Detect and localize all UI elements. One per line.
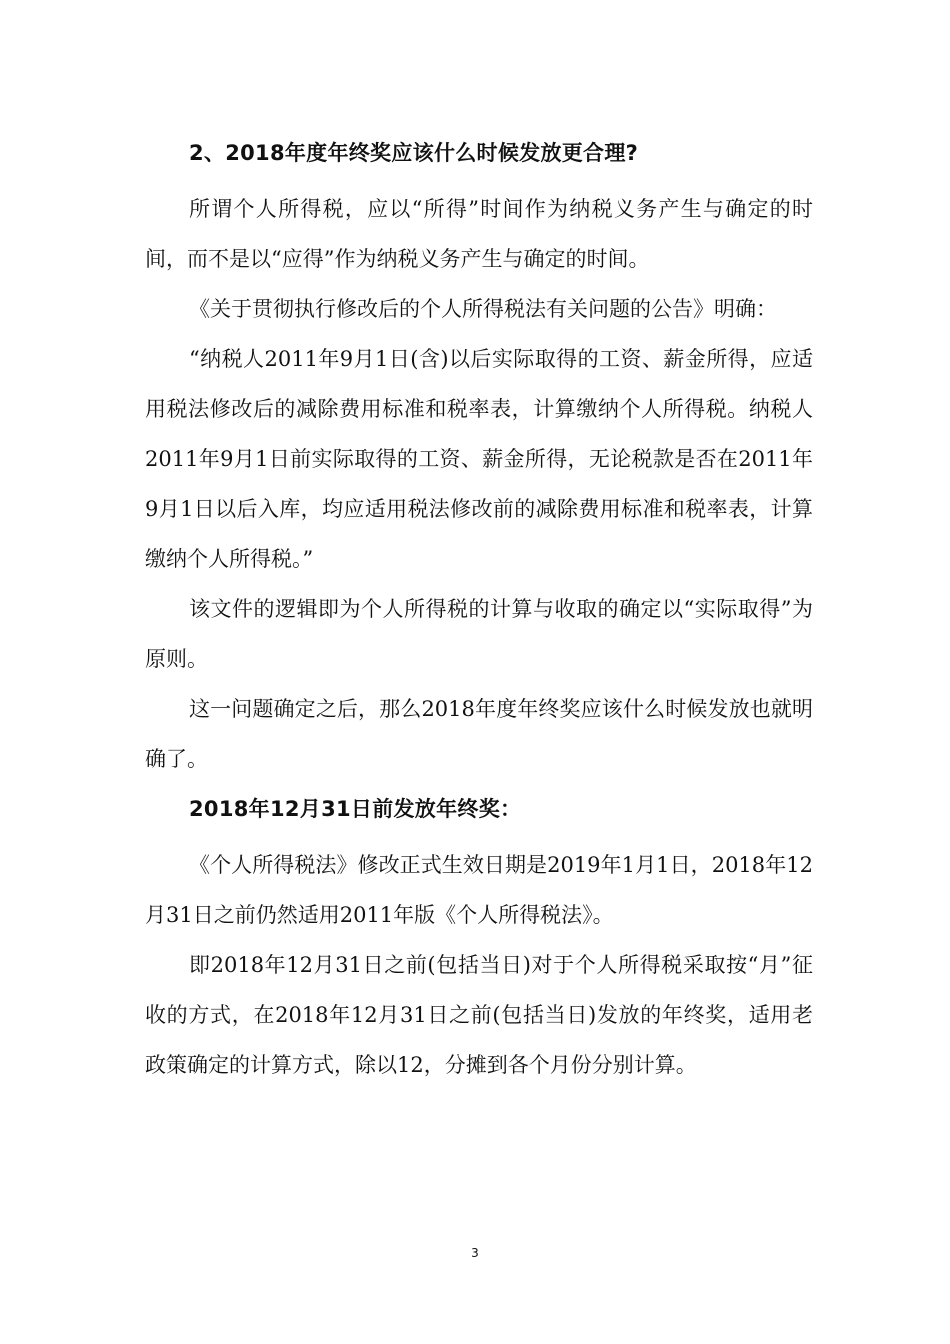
paragraph-income-tax-definition: 所谓个人所得税，应以“所得”时间作为纳税义务产生与确定的时间，而不是以“应得”作为纳税义务产生与确定的时间。 [145, 197, 813, 271]
document-body [145, 128, 813, 1090]
page-number: 3 [471, 1246, 479, 1260]
section-heading: 2、2018年度年终奖应该什么时候发放更合理? [189, 141, 639, 165]
paragraph-announcement-quote: “纳税人2011年9月1日(含)以后实际取得的工资、薪金所得，应适用税法修改后的减除费用标准和税率表，计算缴纳个人所得税。纳税人2011年9月1日前实际取得的工资、薪金所得，无论税款是否在2011年9月1日以后入库，均应适用税法修改前的减除费用标准和税率表，计算缴纳个人所得税。” [145, 347, 813, 571]
subsection-heading: 2018年12月31日前发放年终奖： [189, 797, 522, 821]
paragraph-effective-date: 《个人所得税法》修改正式生效日期是2019年1月1日，2018年12月31日之前仍然适用2011年版《个人所得税法》。 [145, 853, 813, 927]
paragraph-conclusion: 这一问题确定之后，那么2018年度年终奖应该什么时候发放也就明确了。 [145, 697, 813, 771]
paragraph-logic: 该文件的逻辑即为个人所得税的计算与收取的确定以“实际取得”为原则。 [145, 597, 813, 671]
paragraph-old-policy: 即2018年12月31日之前(包括当日)对于个人所得税采取按“月”征收的方式，在2018年12月31日之前(包括当日)发放的年终奖，适用老政策确定的计算方式，除以12，分摊到各个月份分别计算。 [145, 953, 813, 1077]
paragraph-announcement-reference: 《关于贯彻执行修改后的个人所得税法有关问题的公告》明确： [189, 297, 777, 321]
